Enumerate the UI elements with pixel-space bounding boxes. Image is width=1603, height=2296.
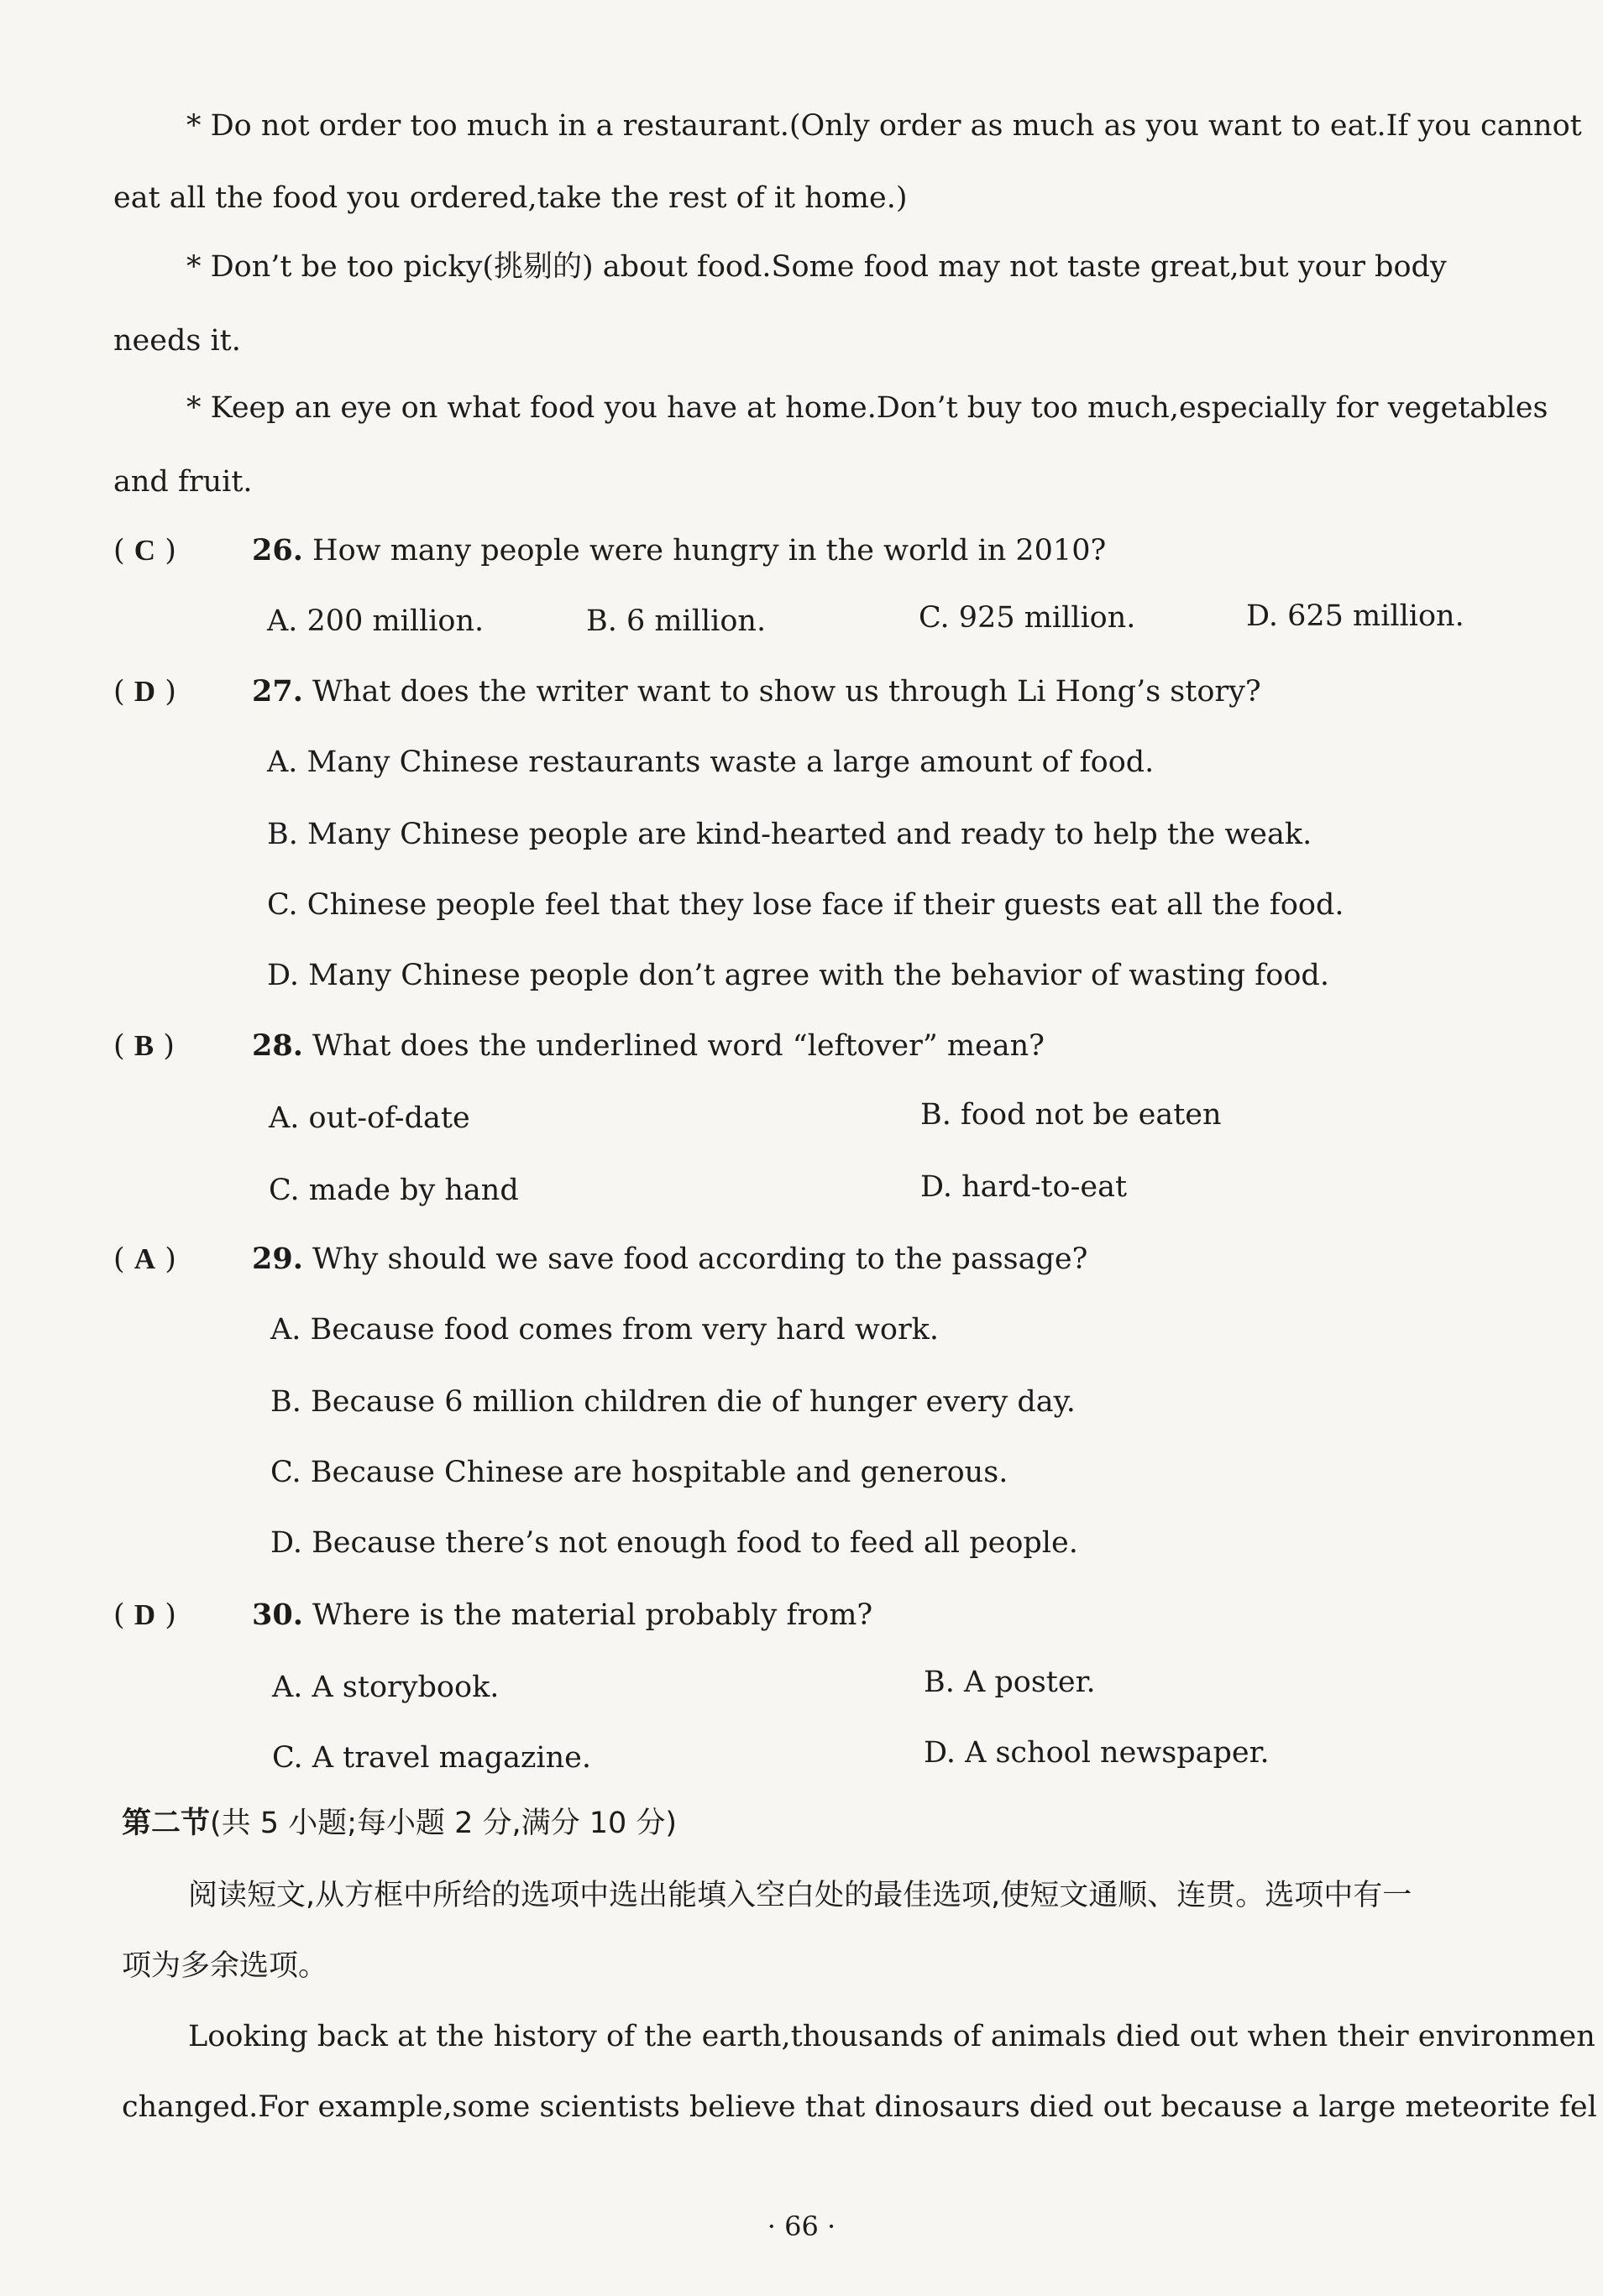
question-text: What does the underlined word “leftover” mean? <box>312 1029 1045 1063</box>
question-26 <box>113 532 1106 569</box>
option-29-a: A. Because food comes from very hard work. <box>270 1313 940 1347</box>
answer-bracket: ( C ) <box>113 534 176 567</box>
question-30 <box>113 1597 872 1634</box>
option-27-c: C. Chinese people feel that they lose face if their guests eat all the food. <box>267 888 1344 922</box>
answer-letter: D <box>134 1598 156 1631</box>
tip-2-line-2: needs it. <box>113 324 241 358</box>
tip-2-line-1: * Don’t be too picky(挑剔的) about food.Some food may not taste great,but your body <box>186 250 1447 284</box>
option-28-a: A. out-of-date <box>269 1101 470 1135</box>
question-27 <box>113 673 1261 710</box>
option-30-a: A. A storybook. <box>272 1671 500 1704</box>
tip-3-line-2: and fruit. <box>113 465 253 499</box>
option-28-b: B. food not be eaten <box>920 1098 1222 1132</box>
question-text: How many people were hungry in the world in 2010? <box>312 534 1107 567</box>
answer-letter: A <box>134 1242 156 1275</box>
option-29-c: C. Because Chinese are hospitable and generous. <box>270 1456 1008 1489</box>
question-29 <box>113 1241 1087 1278</box>
question-text: Why should we save food according to the passage? <box>312 1242 1088 1276</box>
section-2-instruction-line-2: 项为多余选项。 <box>122 1949 328 1983</box>
passage-line-1: Looking back at the history of the earth,thousands of animals died out when their environmen <box>188 2020 1595 2053</box>
section-2-title: 第二节 <box>122 1807 211 1840</box>
section-2-note: (共 5 小题;每小题 2 分,满分 10 分) <box>210 1807 678 1840</box>
question-number: 30. <box>252 1598 303 1632</box>
option-27-a: A. Many Chinese restaurants waste a large amount of food. <box>267 745 1155 779</box>
answer-letter: D <box>134 675 156 708</box>
option-30-b: B. A poster. <box>924 1666 1096 1699</box>
question-text: What does the writer want to show us through Li Hong’s story? <box>312 675 1261 709</box>
option-30-c: C. A travel magazine. <box>272 1741 591 1775</box>
answer-letter: C <box>134 534 156 567</box>
option-28-d: D. hard-to-eat <box>920 1170 1128 1204</box>
option-26-c: C. 925 million. <box>919 601 1136 635</box>
section-2-heading <box>122 1805 677 1842</box>
option-27-d: D. Many Chinese people don’t agree with the behavior of wasting food. <box>267 959 1329 992</box>
option-27-b: B. Many Chinese people are kind-hearted and ready to help the weak. <box>267 818 1312 851</box>
page-number: · 66 · <box>767 2210 836 2242</box>
question-28 <box>113 1028 1045 1064</box>
option-29-d: D. Because there’s not enough food to feed all people. <box>270 1526 1078 1560</box>
answer-bracket: ( D ) <box>113 675 176 709</box>
tip-1-line-2: eat all the food you ordered,take the rest of it home.) <box>113 181 908 215</box>
tip-1-line-1: * Do not order too much in a restaurant.(Only order as much as you want to eat.If you cannot <box>186 109 1582 143</box>
question-number: 28. <box>252 1028 303 1063</box>
answer-letter: B <box>134 1029 155 1062</box>
answer-bracket: ( B ) <box>113 1029 175 1063</box>
passage-line-2: changed.For example,some scientists believe that dinosaurs died out because a large meteorite fel <box>122 2090 1597 2124</box>
option-28-c: C. made by hand <box>269 1174 519 1207</box>
question-number: 26. <box>252 533 303 567</box>
section-2-instruction-line-1: 阅读短文,从方框中所给的选项中选出能填入空白处的最佳选项,使短文通顺、连贯。选项中有一 <box>188 1879 1412 1912</box>
question-number: 29. <box>252 1242 303 1276</box>
tip-3-line-1: * Keep an eye on what food you have at home.Don’t buy too much,especially for vegetables <box>186 391 1548 425</box>
option-26-b: B. 6 million. <box>586 604 767 638</box>
answer-bracket: ( A ) <box>113 1242 176 1276</box>
option-26-d: D. 625 million. <box>1246 599 1464 633</box>
question-text: Where is the material probably from? <box>312 1598 873 1632</box>
option-26-a: A. 200 million. <box>267 604 485 638</box>
option-29-b: B. Because 6 million children die of hunger every day. <box>270 1385 1076 1419</box>
question-number: 27. <box>252 674 303 709</box>
answer-bracket: ( D ) <box>113 1598 176 1632</box>
option-30-d: D. A school newspaper. <box>924 1736 1270 1770</box>
